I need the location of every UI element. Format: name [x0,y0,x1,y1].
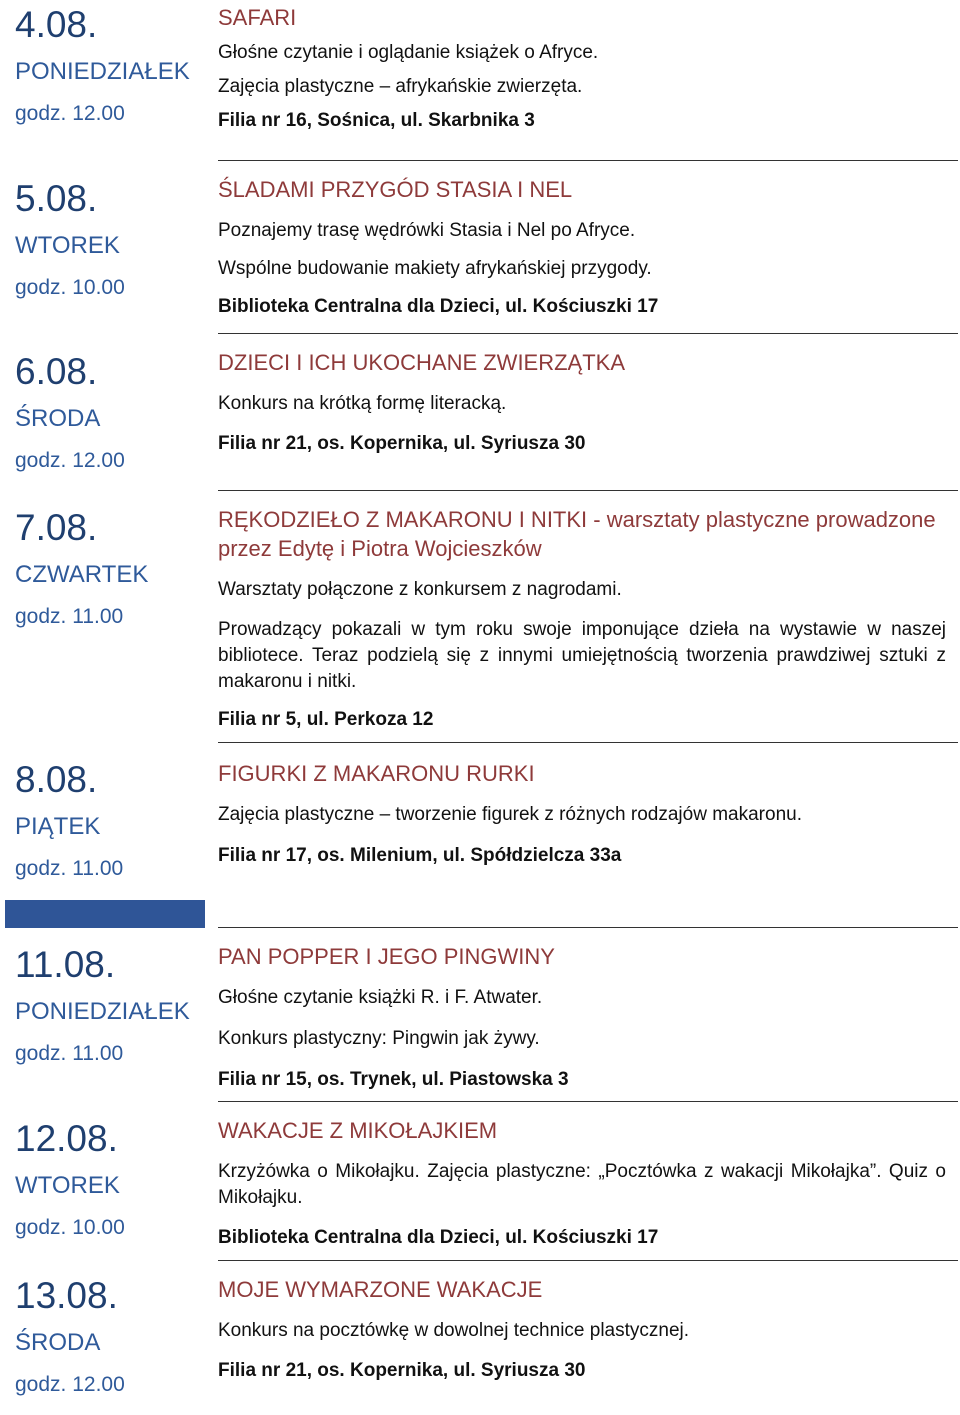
event-location: Filia nr 15, os. Trynek, ul. Piastowska 3 [218,1069,569,1090]
time: godz. 12.00 [15,449,125,472]
day-block [15,943,205,1067]
day-block [15,3,205,127]
event-line: Wspólne budowanie makiety afrykańskiej przygody. [218,258,652,279]
day-block [15,177,205,301]
event-title: RĘKODZIEŁO Z MAKARONU I NITKI - warsztaty plastyczne prowadzone przez Edytę i Piotra Wojcieszków [218,507,936,561]
weekday: ŚRODA [15,1329,101,1356]
weekday: PONIEDZIAŁEK [15,998,190,1025]
event [218,3,958,134]
event-line: Krzyżówka o Mikołajku. Zajęcia plastyczne: „Pocztówka z wakacji Mikołajka”. Quiz o Mikołajku. [218,1161,946,1208]
date: 7.08. [15,507,98,548]
date: 5.08. [15,178,98,219]
event-line: Konkurs plastyczny: Pingwin jak żywy. [218,1028,540,1049]
day-block [15,1117,205,1241]
weekday: PONIEDZIAŁEK [15,58,190,85]
weekday: CZWARTEK [15,561,149,588]
dates-column [0,0,205,1415]
date: 8.08. [15,759,98,800]
time: godz. 12.00 [15,102,125,125]
day-block [15,1274,205,1398]
event-location: Filia nr 21, os. Kopernika, ul. Syriusza 30 [218,433,586,454]
event-title: PAN POPPER I JEGO PINGWINY [218,944,555,969]
event-title: MOJE WYMARZONE WAKACJE [218,1277,543,1302]
event-title: FIGURKI Z MAKARONU RURKI [218,761,535,786]
event-title: SAFARI [218,5,297,30]
time: godz. 12.00 [15,1373,125,1396]
event-location: Filia nr 17, os. Milenium, ul. Spółdzielcza 33a [218,845,622,866]
date: 4.08. [15,4,98,45]
event-location: Filia nr 16, Sośnica, ul. Skarbnika 3 [218,110,535,131]
event-line: Poznajemy trasę wędrówki Stasia i Nel po Afryce. [218,220,636,241]
event [218,927,958,1093]
event-line: Konkurs na pocztówkę w dowolnej technice plastycznej. [218,1320,690,1341]
event-line: Zajęcia plastyczne – afrykańskie zwierzęta. [218,76,583,97]
event-location: Filia nr 21, os. Kopernika, ul. Syriusza 30 [218,1360,586,1381]
weekday: PIĄTEK [15,813,101,840]
event-location: Biblioteka Centralna dla Dzieci, ul. Kościuszki 17 [218,296,659,317]
time: godz. 10.00 [15,276,125,299]
weekday: WTOREK [15,1172,120,1199]
event [218,742,958,869]
time: godz. 10.00 [15,1216,125,1239]
event-title: DZIECI I ICH UKOCHANE ZWIERZĄTKA [218,350,626,375]
event-location: Biblioteka Centralna dla Dzieci, ul. Kościuszki 17 [218,1227,659,1248]
day-block [15,350,205,474]
event-line: Zajęcia plastyczne – tworzenie figurek z różnych rodzajów makaronu. [218,804,802,825]
event-line: Warsztaty połączone z konkursem z nagrodami. [218,579,622,600]
time: godz. 11.00 [15,857,124,880]
weekday: ŚRODA [15,405,101,432]
date: 12.08. [15,1118,118,1159]
event [218,1260,958,1384]
week-divider-bar [5,900,205,928]
event-title: ŚLADAMI PRZYGÓD STASIA I NEL [218,177,573,202]
event-line: Konkurs na krótką formę literacką. [218,393,507,414]
event-line: Głośne czytanie i oglądanie książek o Afryce. [218,42,599,63]
day-block [15,758,205,882]
event-title: WAKACJE Z MIKOŁAJKIEM [218,1118,498,1143]
date: 11.08. [15,944,116,985]
event-location: Filia nr 5, ul. Perkoza 12 [218,709,434,730]
event-line: Prowadzący pokazali w tym roku swoje imponujące dzieła na wystawie w naszej bibliotece. Teraz podzielą się z innymi umiejętnością tworzenia prawdziwej sztuki z makaronu i nitki. [218,619,946,692]
date: 13.08. [15,1275,118,1316]
day-block [15,506,205,630]
event [218,333,958,457]
time: godz. 11.00 [15,605,124,628]
event-line: Głośne czytanie książki R. i F. Atwater. [218,987,543,1008]
date: 6.08. [15,351,98,392]
event [218,490,958,733]
time: godz. 11.00 [15,1042,124,1065]
weekday: WTOREK [15,232,120,259]
event [218,160,958,320]
event [218,1101,958,1251]
